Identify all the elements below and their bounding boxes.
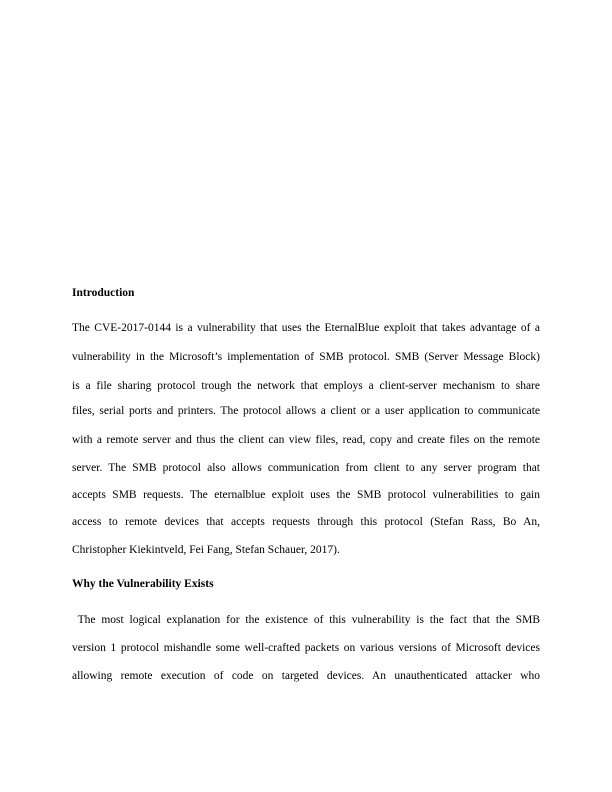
paragraph-line: files, serial ports and printers. The protocol allows a client or a user application to communicate (72, 405, 540, 417)
paragraph-line: with a remote server and thus the client can view files, read, copy and create files on the remote (72, 434, 540, 446)
paragraph-line: The most logical explanation for the existence of this vulnerability is the fact that the SMB (72, 614, 540, 626)
paragraph-line: version 1 protocol mishandle some well-crafted packets on various versions of Microsoft devices (72, 642, 540, 654)
paragraph-line: Christopher Kiekintveld, Fei Fang, Stefan Schauer, 2017). (72, 544, 340, 556)
paragraph-line: access to remote devices that accepts requests through this protocol (Stefan Rass, Bo An, (72, 516, 540, 528)
section-heading-introduction: Introduction (72, 287, 135, 299)
paragraph-line: server. The SMB protocol also allows communication from client to any server program that (72, 462, 540, 474)
paragraph-line: The CVE-2017-0144 is a vulnerability that uses the EternalBlue exploit that takes advantage of a (72, 322, 540, 334)
section-heading-why-vulnerability-exists: Why the Vulnerability Exists (72, 578, 214, 590)
paragraph-line: vulnerability in the Microsoft’s implementation of SMB protocol. SMB (Server Message Block) (72, 351, 540, 363)
paragraph-line: allowing remote execution of code on targeted devices. An unauthenticated attacker who (72, 670, 540, 682)
paragraph-line: is a file sharing protocol trough the network that employs a client-server mechanism to share (72, 380, 540, 392)
paragraph-line: accepts SMB requests. The eternalblue exploit uses the SMB protocol vulnerabilities to gain (72, 489, 540, 501)
